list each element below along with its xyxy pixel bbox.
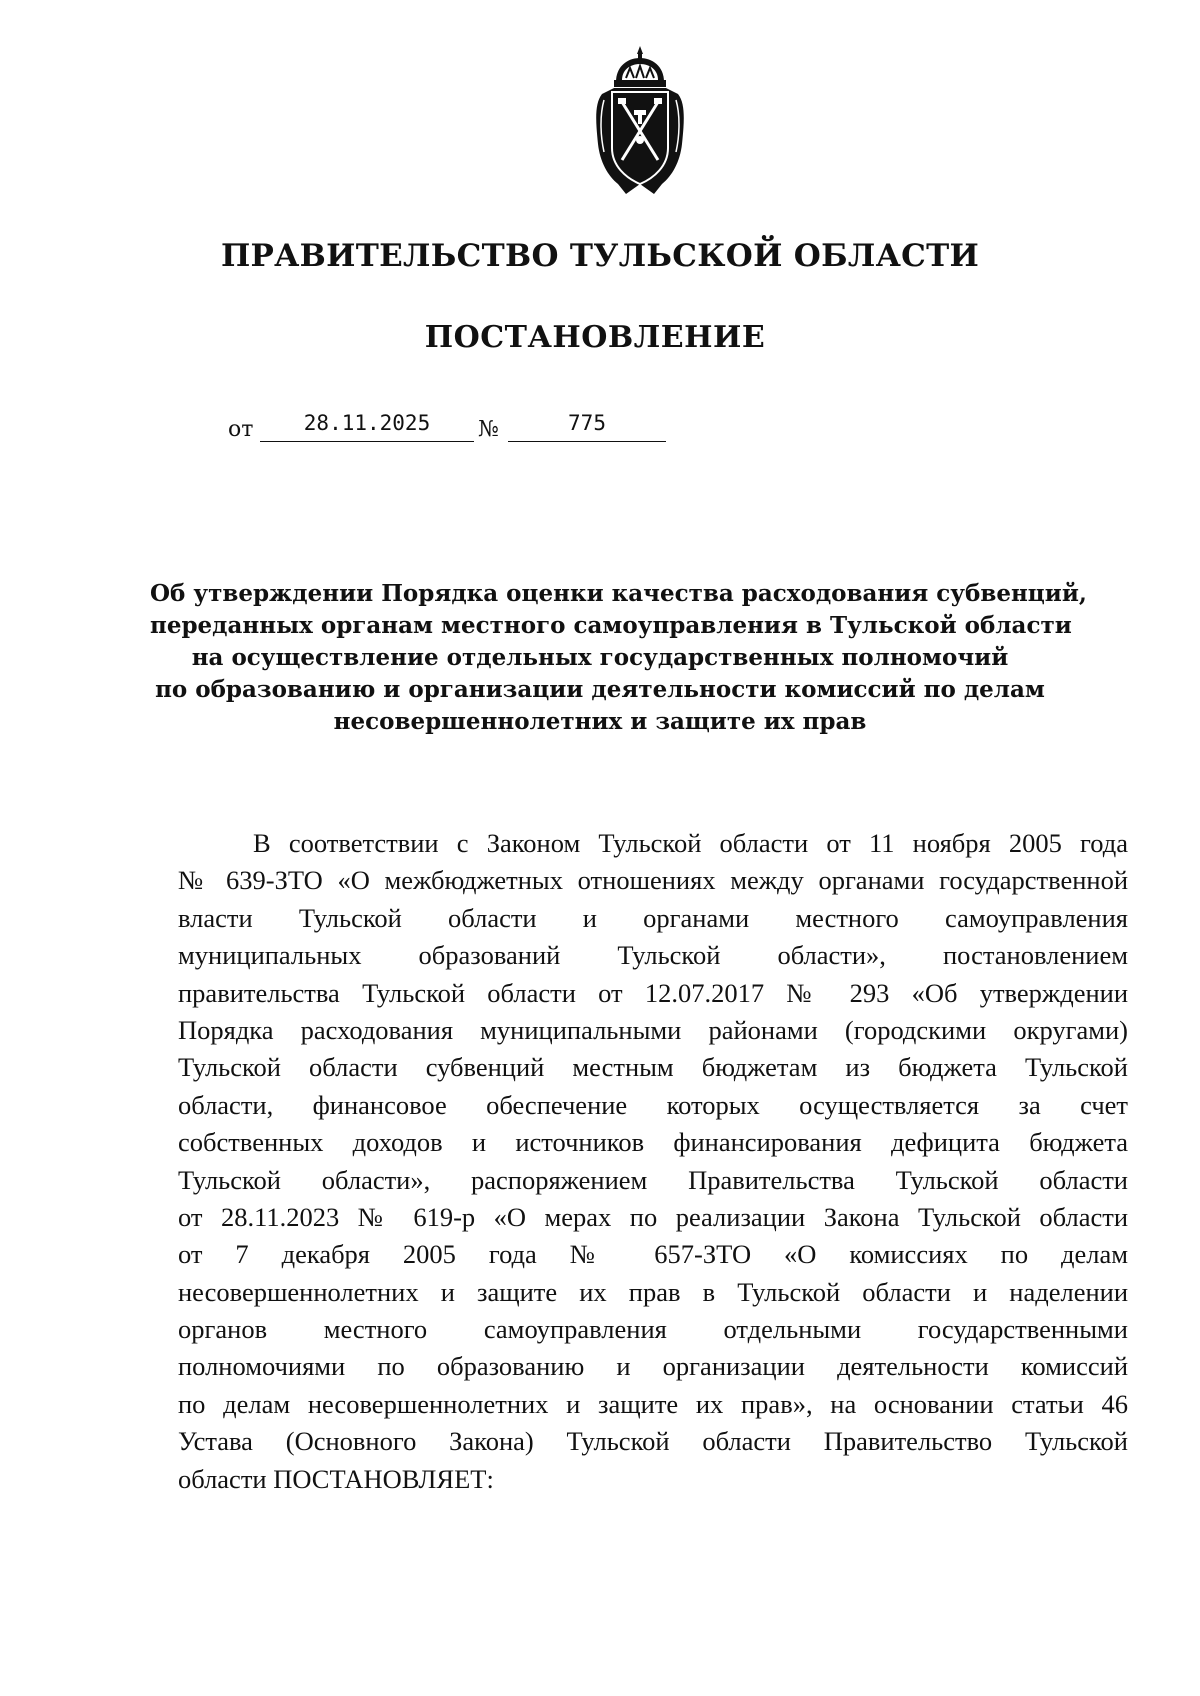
body-line: несовершеннолетних и защите их прав в Тульской области и наделении <box>178 1276 1128 1307</box>
heading-line: Об утверждении Порядка оценки качества расходования субвенций, <box>150 580 1087 607</box>
body-line: полномочиями по образованию и организации деятельности комиссий <box>178 1351 1128 1382</box>
body-line: собственных доходов и источников финансирования дефицита бюджета <box>178 1127 1128 1158</box>
heading-line: переданных органам местного самоуправления в Тульской области <box>150 612 1072 639</box>
body-line: области, финансовое обеспечение которых осуществляется за счет <box>178 1089 1128 1120</box>
body-line: власти Тульской области и органами местного самоуправления <box>178 902 1128 933</box>
heading-line: на осуществление отдельных государственных полномочий <box>191 644 1009 671</box>
body-line: Порядка расходования муниципальными районами (городскими округами) <box>178 1014 1128 1045</box>
body-line: органов местного самоуправления отдельными государственными <box>178 1314 1128 1345</box>
body-line: муниципальных образований Тульской области», постановлением <box>178 940 1128 971</box>
body-line: Устава (Основного Закона) Тульской области Правительство Тульской <box>178 1426 1128 1457</box>
heading-line: по образованию и организации деятельности комиссий по делам <box>155 676 1045 703</box>
body-line: В соответствии с Законом Тульской области от 11 ноября 2005 года <box>253 828 1128 858</box>
body-line: № 639-ЗТО «О межбюджетных отношениях между органами государственной <box>178 865 1128 896</box>
body-line: области ПОСТАНОВЛЯЕТ: <box>178 1463 494 1494</box>
document-heading <box>150 578 1087 738</box>
document-number: 775 <box>508 411 666 442</box>
document-date: 28.11.2025 <box>260 411 474 442</box>
body-line: Тульской области субвенций местным бюджетам из бюджета Тульской <box>178 1052 1128 1083</box>
body-line: Тульской области», распоряжением Правительства Тульской области <box>178 1164 1128 1195</box>
preamble-paragraph <box>178 825 1128 1498</box>
body-line: правительства Тульской области от 12.07.2017 № 293 «Об утверждении <box>178 977 1128 1008</box>
body-line: от 28.11.2023 № 619-р «О мерах по реализации Закона Тульской области <box>178 1201 1128 1232</box>
number-label: № <box>478 417 499 442</box>
coat-of-arms-icon <box>588 44 692 200</box>
date-label: от <box>228 417 254 442</box>
registration-line <box>228 408 708 442</box>
body-line: по делам несовершеннолетних и защите их прав», на основании статьи 46 <box>178 1388 1128 1419</box>
heading-line: несовершеннолетних и защите их прав <box>333 708 867 735</box>
body-line: от 7 декабря 2005 года № 657-ЗТО «О комиссиях по делам <box>178 1239 1128 1270</box>
document-type: ПОСТАНОВЛЕНИЕ <box>424 320 766 355</box>
organization-title: ПРАВИТЕЛЬСТВО ТУЛЬСКОЙ ОБЛАСТИ <box>220 238 980 274</box>
